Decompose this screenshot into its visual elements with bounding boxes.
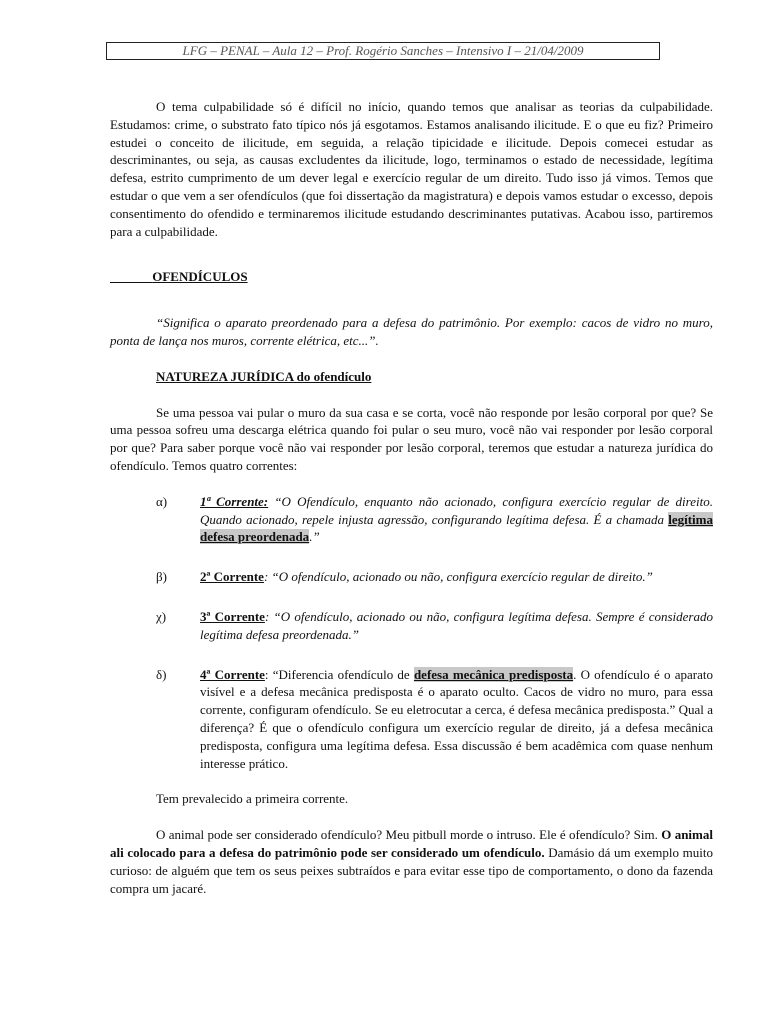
current-4: [156, 666, 713, 773]
current-2-symbol: β): [156, 569, 167, 585]
section-title: OFENDÍCULOS: [152, 269, 248, 285]
nature-heading: [110, 368, 713, 386]
current-4-label: 4ª Corrente: [200, 666, 265, 682]
section-heading: [110, 268, 713, 286]
document-body: [110, 98, 713, 897]
definition-paragraph: “Significa o aparato preordenado para a defesa do patrimônio. Por exemplo: cacos de vidro no muro, ponta de lança nos muros, corrente elétrica, etc...”.: [110, 315, 713, 348]
current-2-text: : “O ofendículo, acionado ou não, configura exercício regular de direito.”: [263, 569, 653, 585]
current-4-text-end: . O ofendículo é o aparato visível e a defesa mecânica predisposta é o aparato oculto. Cacos de vidro no muro, para essa corrente, configuram ofendículo. Se eu eletrocutar a cerca, é defesa mecânica predisposta.” Qual a diferença? É que o ofendículo configura um exercício regular de direito, já a defesa mecânica predisposta, configura uma legítima defesa. Essa discussão é bem acadêmica com quase nenhum interesse prático.: [200, 666, 713, 771]
nature-title: NATUREZA JURÍDICA do ofendículo: [156, 368, 372, 384]
current-4-symbol: δ): [156, 666, 167, 682]
current-3-symbol: χ): [156, 608, 167, 624]
animal-bold-text: O animal ali colocado para a defesa do patrimônio pode ser considerado um ofendículo.: [110, 827, 713, 860]
current-3-text: : “O ofendículo, acionado ou não, configura legítima defesa. Sempre é considerado legítima defesa preordenada.”: [200, 608, 713, 642]
current-1-highlight: legítima defesa preordenada: [200, 511, 713, 545]
animal-paragraph: O animal pode ser considerado ofendículo? Meu pitbull morde o intruso. Ele é ofendículo? Sim. O animal ali colocado para a defesa do patrimônio pode ser considerado um ofendículo. Damásio dá um exemplo muito curioso: de alguém que tem os seus peixes subtraídos e para evitar esse tipo de comportamento, o dono da fazenda compra um jacaré.: [110, 827, 713, 896]
prevailed-paragraph: Tem prevalecido a primeira corrente.: [156, 791, 349, 807]
current-2: [156, 568, 713, 586]
current-3-label: 3ª Corrente: [200, 608, 265, 624]
current-1-label: 1ª Corrente:: [200, 493, 269, 509]
current-4-text: : “Diferencia ofendículo de: [264, 666, 414, 682]
current-1-text: “O Ofendículo, enquanto não acionado, configura exercício regular de direito. Quando acionado, repele injusta agressão, configurando legítima defesa. É a chamada: [200, 493, 713, 527]
current-2-label: 2ª Corrente: [200, 569, 264, 585]
current-1: [156, 493, 713, 546]
current-1-symbol: α): [156, 493, 168, 509]
current-1-text-end: .”: [309, 529, 320, 545]
current-4-highlight: defesa mecânica predisposta: [413, 666, 574, 682]
current-3: [156, 608, 713, 644]
intro-paragraph: O tema culpabilidade só é difícil no início, quando temos que analisar as teorias da culpabilidade. Estudamos: crime, o substrato fato típico nós já esgotamos. Estamos analisando ilicitude. E o que eu fiz? Primeiro estudei o conceito de ilicitude, em seguida, a relação tipicidade e ilicitude. Depois comecei estudar as descriminantes, ou seja, as causas excludentes da ilicitude, logo, terminamos o estado de necessidade, legítima defesa, estrito cumprimento de um dever legal e exercício regular de um direito. Tudo isso já vimos. Temos que estudar o que vem a ser ofendículos (que foi dissertação da magistratura) e depois vamos estudar o excesso, depois consentimento do ofendido e terminaremos ilicitude estudando descriminantes putativas. Acabou isso, partiremos para a culpabilidade.: [110, 99, 713, 239]
page-header: LFG – PENAL – Aula 12 – Prof. Rogério Sanches – Intensivo I – 21/04/2009: [106, 42, 660, 60]
nature-paragraph: Se uma pessoa vai pular o muro da sua casa e se corta, você não responde por lesão corporal por que? Se uma pessoa sofreu uma descarga elétrica quando foi pular o seu muro, você não vai responder por lesão corporal por que? Para saber porque você não vai responder por lesão corporal, teremos que estudar a natureza jurídica do ofendículo. Temos quatro correntes:: [110, 404, 713, 473]
